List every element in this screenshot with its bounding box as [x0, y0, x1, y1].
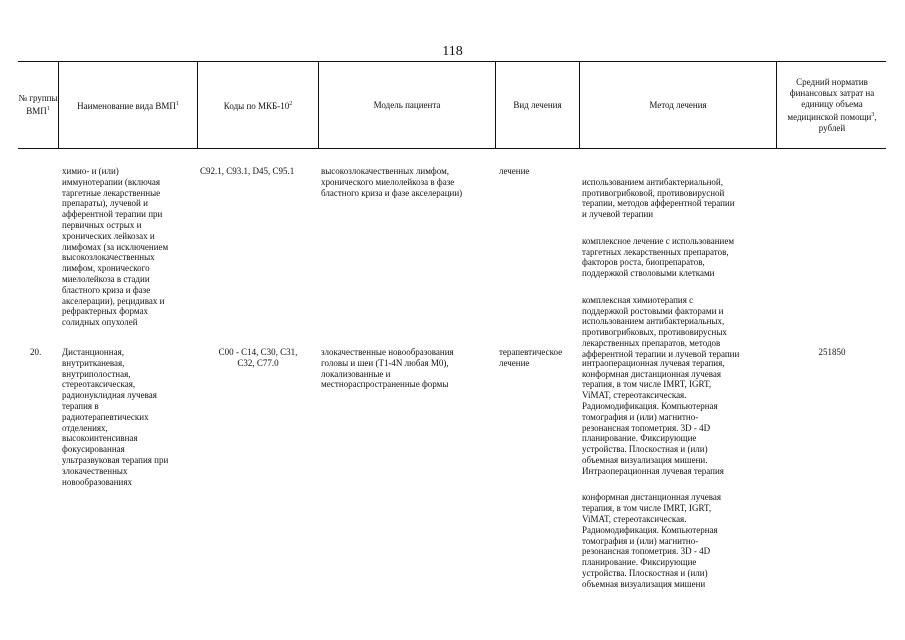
header-cost: Средний норматив финансовых затрат на единицу объема медицинской помощи$^3$, рублей	[787, 76, 877, 133]
row1-codes: C92.1, C93.1, D45, C95.1	[200, 166, 295, 176]
header-group-no: № группы ВМП$^1$	[18, 93, 58, 116]
row2-codes: C00 - C14, C30, C31, C32, C77.0	[218, 347, 298, 368]
method-item: комплексное лечение с использованием таргетных лекарственных препаратов, факторов роста, биопрепаратов, поддержкой стволовыми клетками	[582, 235, 735, 279]
row2-treatment-type: терапевтическое лечение	[499, 347, 563, 368]
header-treatment-type: Вид лечения	[513, 99, 562, 110]
row2-methods	[582, 347, 778, 600]
row1-methods	[582, 166, 778, 370]
column-divider	[776, 62, 777, 148]
header-codes: Коды по МКБ-$10^2$	[223, 100, 293, 111]
header-name: Наименование вида ВМП$^1$	[77, 100, 179, 111]
header-bottom-border	[18, 148, 886, 149]
method-item: интраоперационная лучевая терапия, конформная дистанционная лучевая терапия, в том числе IMRT, IGRT, ViMAT, стереотаксическая. Радиомодификация. Компьютерная томография и (или) магнитно- резонансная топометрия. 3D - 4D планирование. Фиксирующие устройства. Плоскостная и (или) объемная визуализация мишени. Интраоперационная лучевая терапия	[582, 357, 725, 476]
method-item: конформная дистанционная лучевая терапия, в том числе IMRT, IGRT, ViMAT, стереотаксическая. Радиомодификация. Компьютерная томография и (или) магнитно- резонансная топометрия. 3D - 4D планирование. Фиксирующие устройства. Плоскостная и (или) объемная визуализация мишени	[582, 492, 721, 589]
row2-group-no: 20.	[30, 347, 42, 357]
row1-treatment-type: лечение	[499, 166, 530, 176]
method-item: использованием антибактериальной, противогрибковой, противовирусной терапии, методов афферентной терапии и лучевой терапии	[582, 176, 735, 220]
method-item: комплексная химиотерапия с поддержкой ростовыми факторами и использованием антибактериальных, противогрибковых, противовирусных лекарственных препаратов, методов афферентной терапии и лучевой терапии	[582, 294, 740, 359]
row2-name: Дистанционная, внутритканевая, внутриполостная, стереотаксическая, радионуклидная лучевая терапия в радиотерапевтических отделениях, высокоинтенсивная фокусированная ультразвуковая терапия при злокачественных новообразованиях	[62, 347, 169, 487]
header-method: Метод лечения	[649, 99, 707, 110]
row2-cost: 251850	[818, 347, 846, 357]
row1-name: химио- и (или) иммунотерапии (включая таргетные лекарственные препараты), лучевой и афферентной терапии при первичных острых и хронических лейкозах и лимфомах (за исключением высокозлокачественных лимфом, хронического миелолейкоза в стадии бластного криза и фазе акселерации), рецидивах и рефрактерных формах солидных опухолей	[62, 166, 169, 328]
page-number: 118	[442, 44, 463, 59]
row1-model: высокозлокачественных лимфом, хронического миелолейкоза в фазе бластного криза и фазе акселерации)	[321, 166, 463, 198]
header-model: Модель пациента	[373, 99, 441, 110]
row2-model: злокачественные новообразования головы и шеи (T1-4N любая M0), локализованные и местнораспространенные формы	[321, 347, 454, 390]
